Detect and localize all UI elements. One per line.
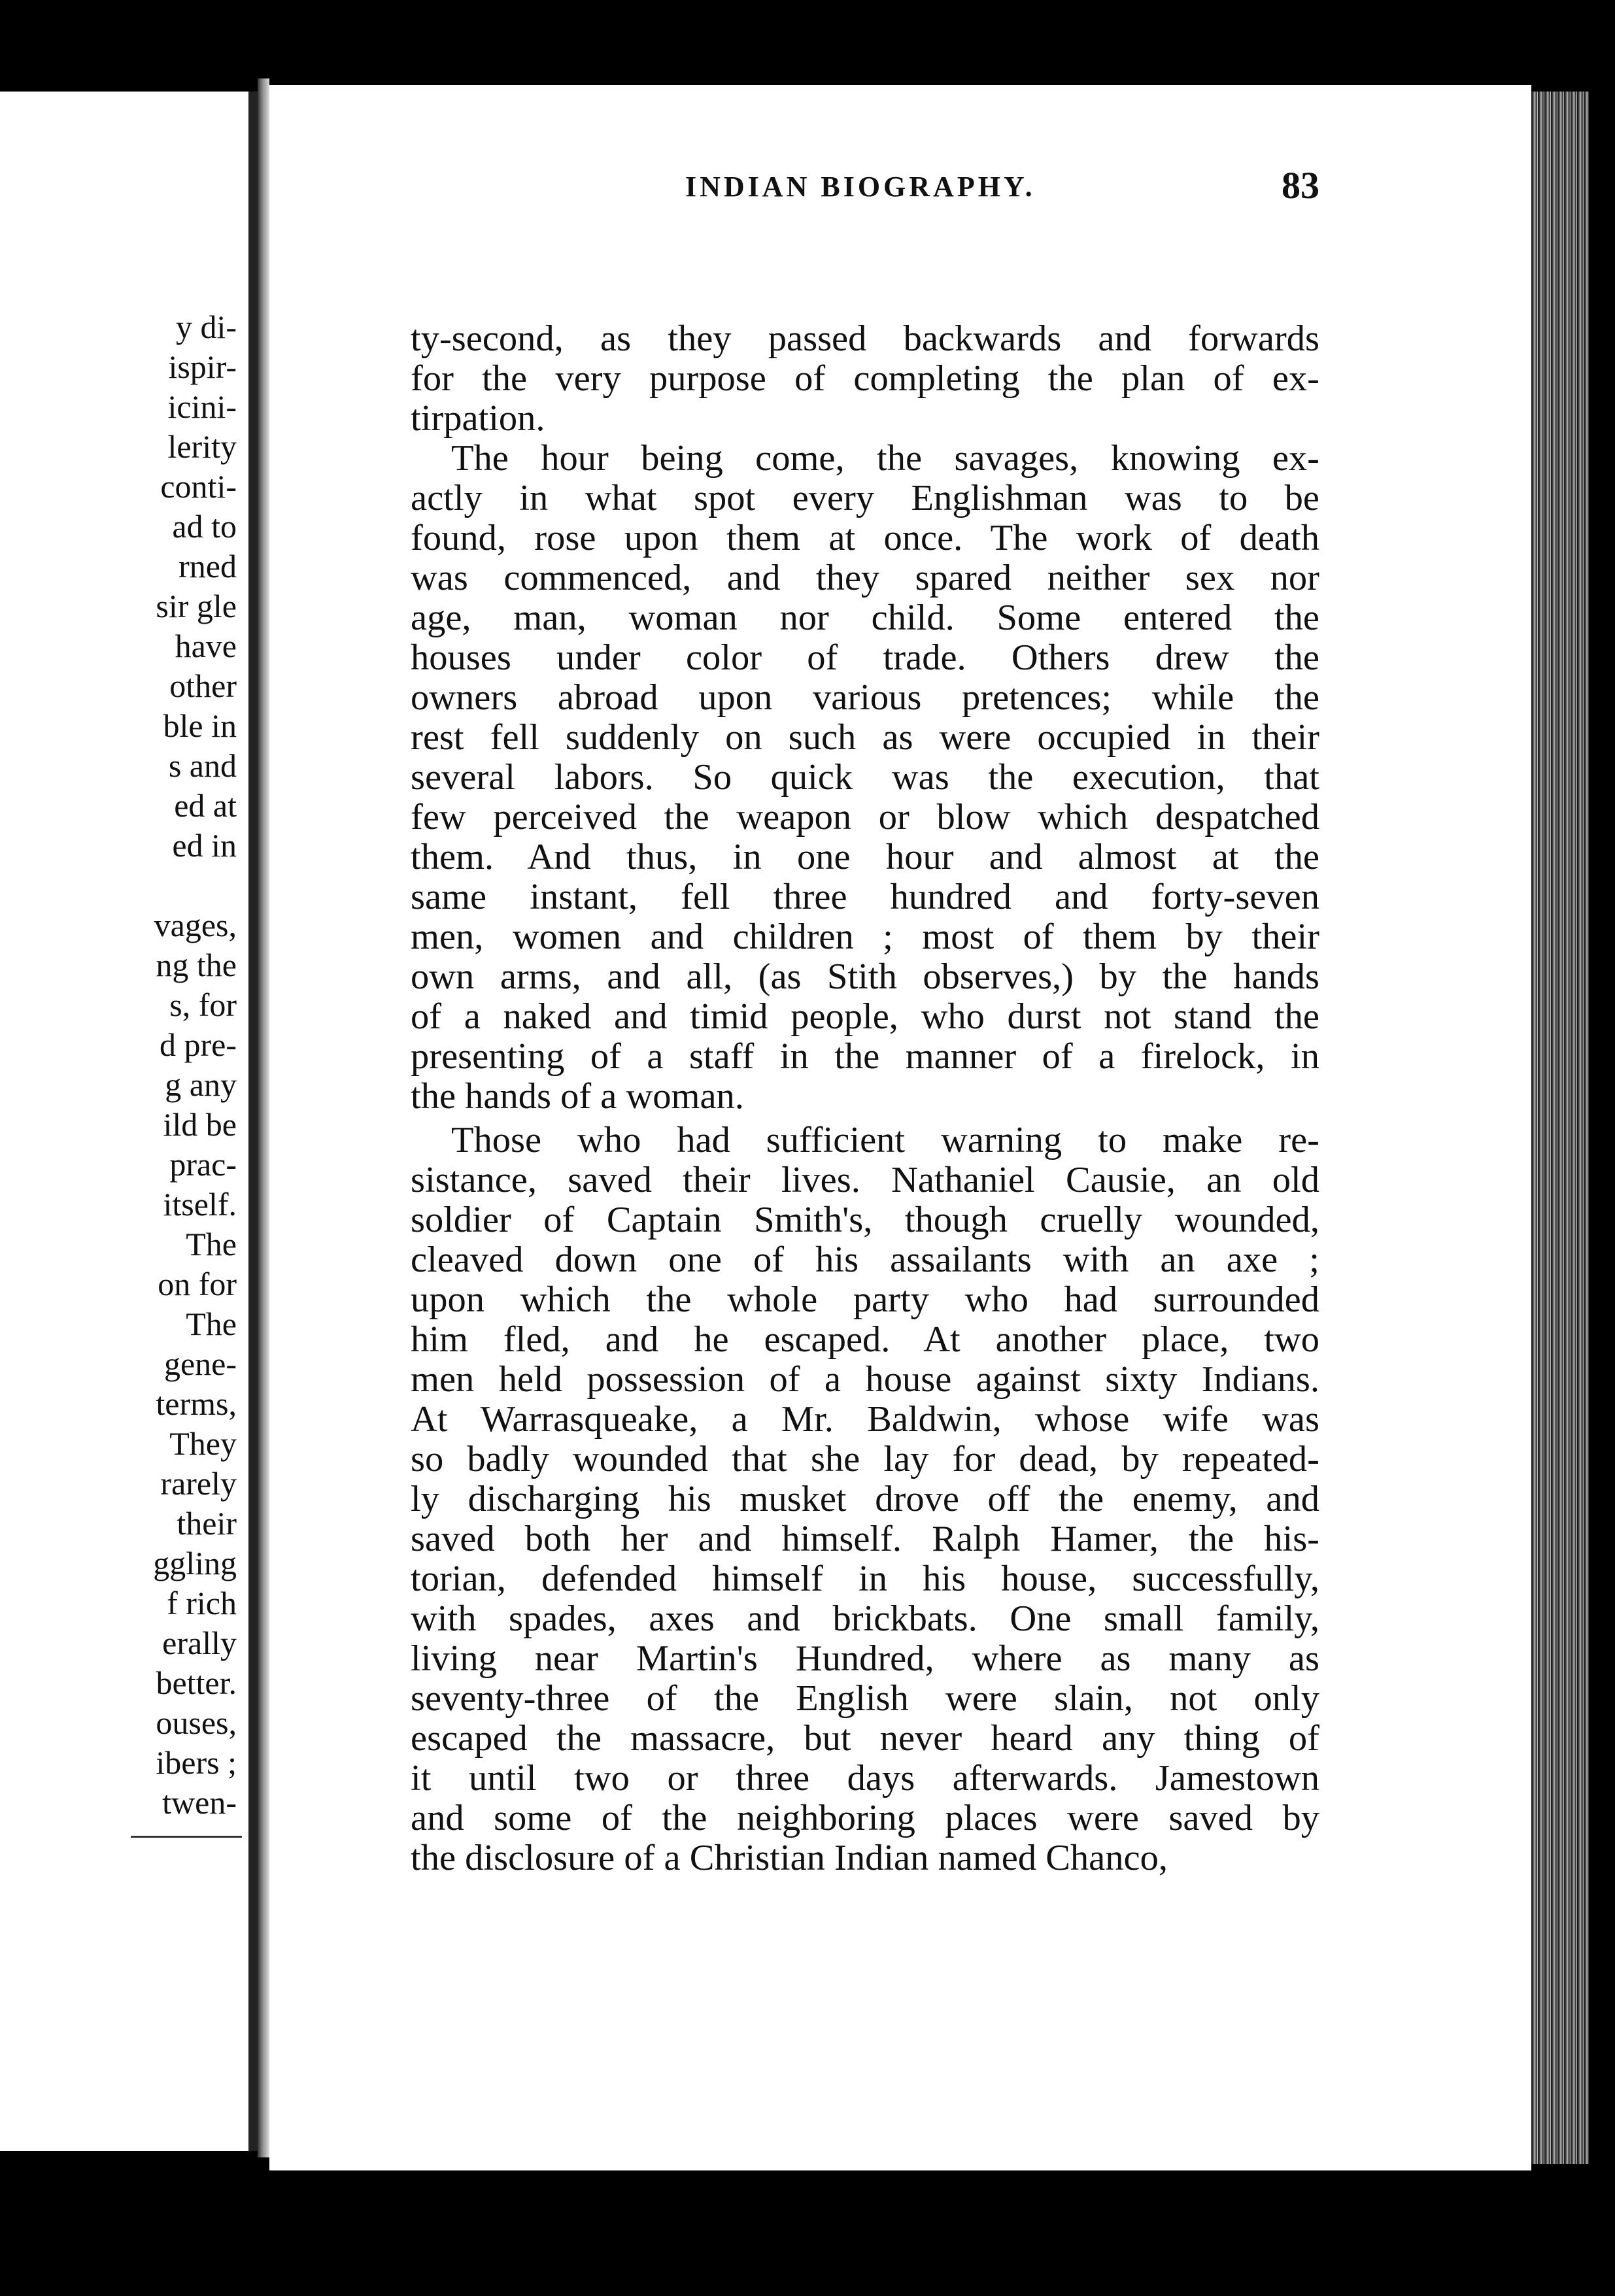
text-line: with spades, axes and brickbats. One small family, [411,1599,1319,1639]
left-page-line: erally [162,1625,237,1661]
text-line: them. And thus, in one hour and almost at the [411,837,1319,877]
left-page-line: better. [156,1664,237,1701]
text-line: and some of the neighboring places were saved by [411,1798,1319,1838]
left-page-line: sir gle [156,588,237,624]
text-line: few perceived the weapon or blow which despatched [411,798,1319,837]
text-line: torian, defended himself in his house, successfully, [411,1559,1319,1599]
left-page-rule [131,1836,242,1838]
left-page-fragment [0,92,258,2151]
text-line: ty-second, as they passed backwards and forwards [411,319,1319,359]
left-page-line: The [186,1226,237,1262]
left-page-line: The [186,1306,237,1342]
text-line: men, women and children ; most of them by their [411,917,1319,957]
running-head [411,163,1319,216]
paragraph [411,1121,1319,1878]
text-line: tirpation. [411,399,545,439]
left-page-line: terms, [156,1385,237,1422]
left-page-line: ispir- [168,348,237,385]
left-page-line: rarely [160,1465,237,1502]
text-line: owners abroad upon various pretences; while the [411,678,1319,718]
text-line: men held possession of a house against sixty Indians. [411,1360,1319,1400]
text-line: several labors. So quick was the execution, that [411,758,1319,798]
left-page-line: ggling [153,1545,237,1581]
text-line: sistance, saved their lives. Nathaniel Causie, an old [411,1160,1319,1200]
text-line: so badly wounded that she lay for dead, by repeated- [411,1440,1319,1479]
book-gutter [258,78,269,2157]
left-page-line: ad to [172,508,237,545]
text-line: found, rose upon them at once. The work of death [411,518,1319,558]
left-page-line: f rich [167,1585,237,1621]
text-line: The hour being come, the savages, knowing ex- [451,439,1319,479]
left-page-line: ouses, [156,1704,237,1741]
text-line: houses under color of trade. Others drew the [411,638,1319,678]
text-line: it until two or three days afterwards. Jamestown [411,1759,1319,1798]
left-page-line: on for [158,1266,237,1302]
text-line: saved both her and himself. Ralph Hamer, the his- [411,1519,1319,1559]
left-page-line: ble in [163,707,237,744]
text-line: escaped the massacre, but never heard any thing of [411,1719,1319,1759]
text-line: of a naked and timid people, who durst not stand the [411,997,1319,1037]
left-page-line: vages, [154,907,237,943]
text-line: living near Martin's Hundred, where as many as [411,1639,1319,1679]
left-page-line: gene- [163,1345,237,1382]
text-line: for the very purpose of completing the plan of ex- [411,359,1319,399]
left-page-line: twen- [162,1784,237,1821]
paragraph [411,319,1319,439]
left-page-line: ibers ; [156,1744,237,1781]
running-title: INDIAN BIOGRAPHY. [685,171,1036,203]
page-edges [1531,92,1589,2164]
left-page-line: icini- [167,388,237,425]
text-line: same instant, fell three hundred and forty-seven [411,877,1319,917]
text-line: the hands of a woman. [411,1077,744,1117]
left-page-line: lerity [167,428,237,465]
text-line: was commenced, and they spared neither sex nor [411,558,1319,598]
body-text [411,319,1319,1878]
left-page-line: ed in [172,827,237,864]
left-page-line: prac- [169,1146,237,1183]
text-line: own arms, and all, (as Stith observes,) by the hands [411,957,1319,997]
left-page-line: ng the [156,947,237,983]
text-line: actly in what spot every Englishman was to be [411,479,1319,518]
left-page-line: y di- [175,309,237,345]
left-page-line: have [175,628,237,664]
text-line: rest fell suddenly on such as were occupied in their [411,718,1319,758]
text-line: age, man, woman nor child. Some entered the [411,598,1319,638]
text-line: soldier of Captain Smith's, though cruelly wounded, [411,1200,1319,1240]
text-line: upon which the whole party who had surrounded [411,1280,1319,1320]
text-line: ly discharging his musket drove off the enemy, and [411,1479,1319,1519]
left-page-line: s, for [169,987,237,1023]
left-page-line: s and [168,747,237,784]
left-page-line: g any [165,1066,237,1103]
left-page-line: d pre- [160,1026,237,1063]
left-page-line: conti- [160,468,237,505]
paragraph [411,439,1319,1117]
left-page-line: rned [178,548,237,584]
text-line: the disclosure of a Christian Indian named Chanco, [411,1838,1168,1878]
left-page-line: ed at [174,787,237,824]
left-page-line: their [177,1505,237,1542]
left-page-line: other [169,667,237,704]
text-line: him fled, and he escaped. At another place, two [411,1320,1319,1360]
left-page-line: ild be [163,1106,237,1143]
left-page-line: They [169,1425,237,1462]
text-line: presenting of a staff in the manner of a firelock, in [411,1037,1319,1077]
text-line: seventy-three of the English were slain, not only [411,1679,1319,1719]
text-line: At Warrasqueake, a Mr. Baldwin, whose wife was [411,1400,1319,1440]
text-line: cleaved down one of his assailants with an axe ; [411,1240,1319,1280]
text-line: Those who had sufficient warning to make re- [451,1121,1319,1160]
left-page-line: itself. [163,1186,237,1223]
page-number: 83 [1282,164,1319,207]
